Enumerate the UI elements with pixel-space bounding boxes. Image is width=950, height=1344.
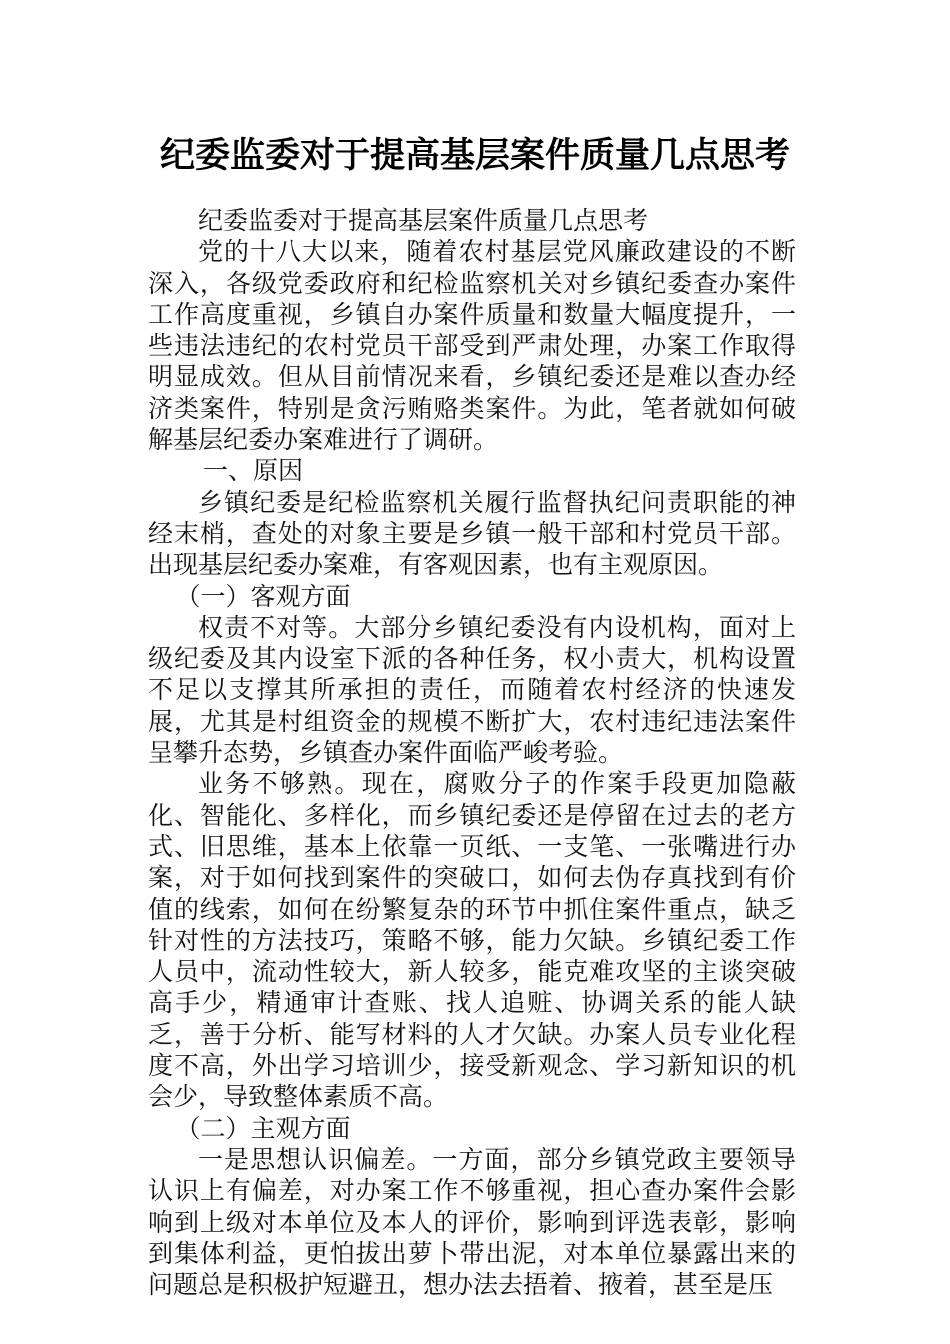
subsection-heading-objective: （一）客观方面 xyxy=(175,581,351,611)
paragraph-rights-responsibilities: 权责不对等。大部分乡镇纪委没有内设机构，面对上级纪委及其内设室下派的各种任务，权小责大，机构设置不足以支撑其所承担的责任，而随着农村经济的快速发展，尤其是村组资金的规模不断扩大，农村违纪违法案件呈攀升态势，乡镇查办案件面临严峻考验。 xyxy=(148,612,796,768)
subsection-heading-subjective: （二）主观方面 xyxy=(175,1113,351,1143)
paragraph-reasons: 乡镇纪委是纪检监察机关履行监督执纪问责职能的神经末梢，查处的对象主要是乡镇一般干部和村党员干部。出现基层纪委办案难，有客观因素，也有主观原因。 xyxy=(148,487,796,580)
section-heading-reasons: 一、原因 xyxy=(203,456,304,486)
paragraph-intro: 党的十八大以来，随着农村基层党风廉政建设的不断深入，各级党委政府和纪检监察机关对乡镇纪委查办案件工作高度重视，乡镇自办案件质量和数量大幅度提升，一些违法违纪的农村党员干部受到严肃处理，办案工作取得明显成效。但从目前情况来看，乡镇纪委还是难以查办经济类案件，特别是贪污贿赂类案件。为此，笔者就如何破解基层纪委办案难进行了调研。 xyxy=(148,237,796,455)
paragraph-thinking-bias: 一是思想认识偏差。一方面，部分乡镇党政主要领导认识上有偏差，对办案工作不够重视，担心查办案件会影响到上级对本单位及本人的评价，影响到评选表彰，影响到集体利益，更怕拔出萝卜带出泥，对本单位暴露出来的问题总是积极护短避丑，想办法去捂着、掖着，甚至是压 xyxy=(148,1144,796,1300)
paragraph-repeated-title: 纪委监委对于提高基层案件质量几点思考 xyxy=(198,206,649,235)
document-body xyxy=(148,205,796,1300)
document-title: 纪委监委对于提高基层案件质量几点思考 xyxy=(159,135,790,176)
paragraph-business-skills: 业务不够熟。现在，腐败分子的作案手段更加隐蔽化、智能化、多样化，而乡镇纪委还是停留在过去的老方式、旧思维，基本上依靠一页纸、一支笔、一张嘴进行办案，对于如何找到案件的突破口，如何去伪存真找到有价值的线索，如何在纷繁复杂的环节中抓住案件重点，缺乏针对性的方法技巧，策略不够，能力欠缺。乡镇纪委工作人员中，流动性较大，新人较多，能克难攻坚的主谈突破高手少，精通审计查账、找人追赃、协调关系的能人缺乏，善于分析、能写材料的人才欠缺。办案人员专业化程度不高，外出学习培训少，接受新观念、学习新知识的机会少，导致整体素质不高。 xyxy=(148,769,796,1112)
